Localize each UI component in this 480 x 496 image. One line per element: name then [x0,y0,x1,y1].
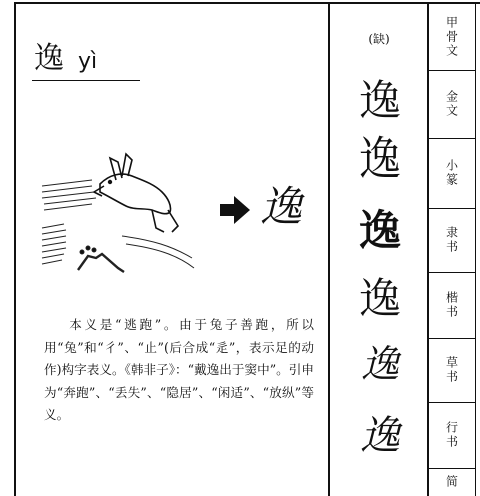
label-xiaozhuan: 小篆 [429,138,476,209]
ground-lines [122,236,194,268]
illustration-glyph: 逸 [260,182,303,231]
lishu-glyph: 逸 [358,206,401,255]
xingshu-glyph: 逸 [360,413,400,459]
label-jinwen: 金文 [429,70,476,139]
grass-hatch [42,180,96,210]
label-xingshu: 行书 [429,402,476,469]
label-jianti: 简 [429,468,476,496]
caoshu-glyph: 逸 [360,342,399,386]
jiaguwen-missing-note: (缺) [368,32,390,46]
arrow-right-icon [220,196,250,224]
footprint-icon [42,224,124,272]
entry-header [34,41,98,76]
label-kaishu: 楷书 [429,272,476,339]
description-text: 本义是“逃跑”。由于兔子善跑，所以用“兔”和“彳”、“止”(后合成“辵”，表示足的动作)构字表义。《韩非子》：“戴逸出于窦中”。引申为“奔跑”、“丢失”、“隐居”、“闲适”、“放纵”等义。 [44,317,314,422]
xiaozhuan-glyph: 逸 [358,131,401,186]
label-lishu: 隶书 [429,208,476,273]
header-underline [32,80,140,81]
label-jiaguwen: 甲骨文 [429,4,476,71]
entry-pinyin: yì [78,49,98,74]
rabbit-icon [94,154,178,232]
left-border [14,2,16,496]
jinwen-glyph: 逸 [358,76,401,125]
entry-character: 逸 [34,41,64,76]
script-label-column [429,4,480,496]
top-border [14,2,480,4]
kaishu-glyph: 逸 [358,274,401,323]
label-caoshu: 草书 [429,338,476,403]
